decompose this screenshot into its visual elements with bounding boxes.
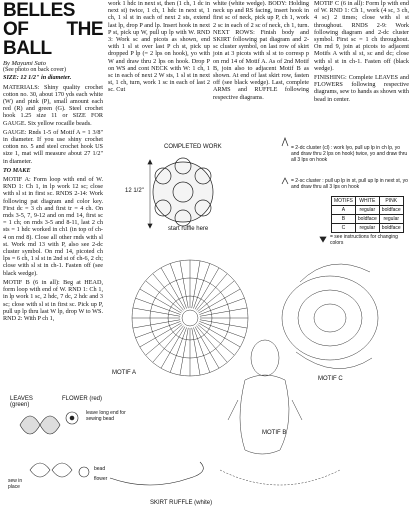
motif-color-table <box>331 196 404 233</box>
stitch-ray <box>153 274 184 311</box>
table-cell: A <box>332 206 356 215</box>
leaves-label: LEAVES (green) <box>10 396 33 408</box>
completed-work-label: COMPLETED WORK <box>164 144 222 150</box>
sew-in-place-label: sew in place <box>8 478 23 490</box>
table-cell: B <box>332 215 356 224</box>
leave-long-end-note: leave long end for sewing bead <box>86 410 126 422</box>
completed-work-diagram <box>148 158 213 228</box>
stitch-ray <box>196 274 227 311</box>
motif-b-label: MOTIF B <box>262 430 287 436</box>
table-header-row <box>332 197 404 206</box>
table-cell: regular <box>379 215 403 224</box>
table-header-cell: PINK <box>379 197 403 206</box>
cluster-2sc-note: = 2-sc cluster : pull up lp in st, pull up lp in next st, yo and draw thru all 3 lps on hook <box>291 178 408 190</box>
table-cell: boldface <box>379 206 403 215</box>
motif-c-label: MOTIF C <box>318 376 343 382</box>
leaves-flower-diagram <box>20 412 203 485</box>
stitch-ray <box>198 324 235 355</box>
finishing-text: FINISHING: Complete LEAVES and FLOWERS following respective diagrams, sew to hands as shown with bead in center. <box>314 74 409 103</box>
stitch-ray <box>196 326 227 363</box>
motif-b-text: MOTIF B (6 in all): Beg at HEAD, form loop with end of W. RND 1: Ch 1, in lp work 1 sc, 2 hdc, 7 dc, 2 hdc and 3 sc; close with sl st in first sc. Pick up P, pull up lp thru last W lp, drop W to WS. RND 2: With P ch 1, <box>3 278 103 322</box>
photo-note: (See photo on back cover) <box>3 67 66 74</box>
stitch-ray <box>198 281 235 312</box>
size-text: SIZE: 12 1/2" in diameter. <box>3 74 72 82</box>
instructions-note: = see instructions for changing colors <box>330 234 398 246</box>
flower-small-label: flower <box>94 476 108 482</box>
table-row <box>332 206 404 215</box>
motif-b-diagram <box>220 340 340 485</box>
to-make-heading: TO MAKE <box>3 166 31 174</box>
column-2-text: work 1 hdc in next st, then (1 ch, 1 dc in next st) twice, 1 ch, 1 hdc in next st, 1 ch, 1 sl st in each of next 2 sts, extend last lp, drop P and lp. Insert hook in next P st, pick up W, pull up lp with W. RND 3: Work sc and picots as shown, end with 1 sl st over last P ch st, pick up dropped P lp (= 2 lps on hook), yo with W and draw thru 2 lps on hook. Drop P on WS and cont NECK with W: 1 ch, 1 sc in each of next 2 W sts, 1 sl st in next st, 1 ch, turn, work 1 sc in each of last 2 sc. Cut <box>108 0 210 94</box>
column-3-text: white (white wedge). BODY: Holding neck up and RS facing, insert hook in first sc of neck, pick up P, ch 1, work 2 sc in each of 2 sc of neck, ch 1, turn. NEXT ROWS: Finish body and SKIRT following pat diagram and 2-sc cluster symbol, on last row of skirt join at 3 picots with sl st to corresp p on rnd 14 of Motif A. As of 2nd Motif B, join also to adjacent Motif B as shown. At end of last skirt row, fasten off (see black wedge). Last, complete ARMS and RUFFLE following respective diagrams. <box>213 0 309 101</box>
start-ruffle-label: start ruffle here <box>168 226 209 232</box>
table-row <box>332 224 404 233</box>
materials-text: MATERIALS: Shiny quality crochet cotton no. 30, about 170 yds each white (W) and pink (P), small amount each red (R) and green (G). Steel crochet hook 1.25 size 11 or SIZE FOR GAUGE. Six yellow rocaille beads. <box>3 83 103 127</box>
stitch-ray <box>146 324 183 355</box>
bead-label: bead <box>94 466 106 472</box>
table-cell: boldface <box>355 215 379 224</box>
table-cell: boldface <box>379 224 403 233</box>
table-cell: regular <box>355 206 379 215</box>
skirt-ruffle-label: SKIRT RUFFLE (white) <box>150 500 213 506</box>
motif-a-label: MOTIF A <box>112 370 136 376</box>
motif-c-diagram <box>282 264 378 369</box>
article-title: BELLES OF THE BALL <box>3 0 103 59</box>
byline: By Mayumi Sato <box>3 60 46 67</box>
stitch-ray <box>146 281 183 312</box>
cluster-2dc-note: = 2-dc cluster (cl) : work lyo, pull up lp in ch lp, yo and draw thru 2 lps on hook) twice, yo and draw thru all 3 lps on hook <box>291 145 408 163</box>
table-header-cell: WHITE <box>355 197 379 206</box>
table-header-cell: MOTIFS <box>332 197 356 206</box>
gauge-text: GAUGE: Rnds 1-5 of Motif A = 1 3/8" in diameter. If you use shiny crochet cotton no. 5 and steel crochet hook US size 1, mat will measure about 27 1/2" in diameter. <box>3 128 103 165</box>
table-cell: C <box>332 224 356 233</box>
stitch-ray <box>153 326 184 363</box>
flower-label: FLOWER (red) <box>62 396 103 402</box>
size-label: 12 1/2" <box>125 188 144 194</box>
motif-c-text: MOTIF C (6 in all): Form lp with end of W. RND 1: Ch 1, work (4 sc, 3 ch, 4 sc) 2 times; close with sl st throughout. RNDS 2-9: Work following diagram and 2-dc cluster symbol. First sc = 1 ch throughout. On rnd 9, join at picots to adjacent Motifs A with sl st, sc and dc; close with sl st in ch-1. Fasten off (black wedge). <box>314 0 409 72</box>
motif-a-diagram <box>132 260 248 376</box>
motif-a-text: MOTIF A: Form loop with end of W. RND 1: Ch 1, in lp work 12 sc; close with sl st in first sc. RNDS 2-14: Work following pat diagram and color key. First dc = 3 ch and first tr = 4 ch. On rnds 3-5, 7, 9-12 and on rnd 14, first sc = 1 ch; on rnds 3-5 and 8-11, last 2 ch sts = 1 hdc worked in ch1 (in top of ch-4 on rnd 8). Close all other rnds with sl st. Work rnd 13 with P, also see 2-dc cluster symbol. On rnd 14, picoted ch lps = 6 ch, 1 sl st in 2nd st of ch-6, 2 ch; close with sl st in ch-1. Fasten off (see black wedge). <box>3 176 103 277</box>
table-cell: regular <box>355 224 379 233</box>
table-row <box>332 215 404 224</box>
